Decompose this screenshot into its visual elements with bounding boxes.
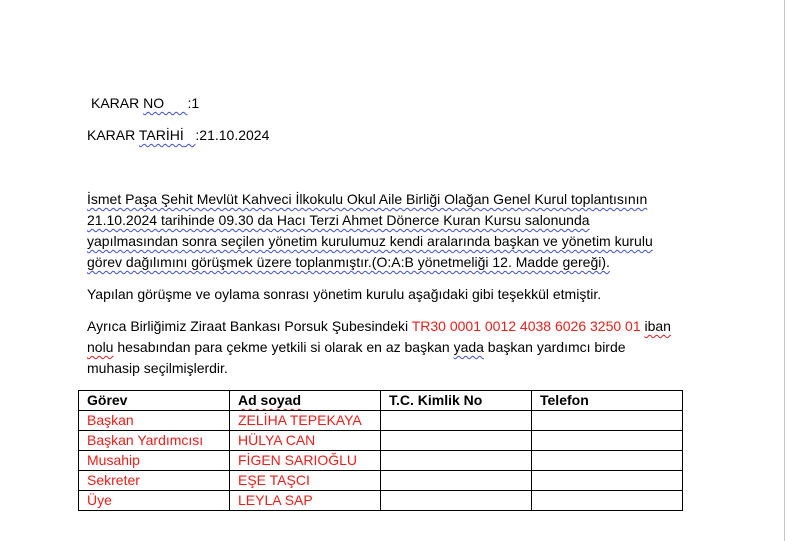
- iban-word: iban: [644, 318, 671, 334]
- bank-prefix: Ayrıca Birliğimiz Ziraat Bankası Porsuk Şubesindeki: [87, 318, 412, 334]
- bank-line-3: muhasip seçilmişlerdir.: [87, 360, 228, 376]
- tc-cell[interactable]: [381, 471, 532, 491]
- role-cell[interactable]: Musahip: [79, 451, 230, 471]
- header-role: Görev: [79, 391, 230, 411]
- name-cell[interactable]: HÜLYA CAN: [230, 431, 381, 451]
- decision-date-key: TARİHİ: [138, 127, 184, 143]
- tc-cell[interactable]: [381, 431, 532, 451]
- decision-date-line: [87, 125, 269, 145]
- intro-line-2: 21.10.2024 tarihinde 09.30 da Hacı Terzi Ahmet Dönerce Kuran Kursu salonunda: [87, 212, 590, 228]
- role-cell[interactable]: Başkan: [79, 411, 230, 431]
- bank-line-2: nolu hesabından para çekme yetkili si olarak en az başkan yada başkan yardımcı birde: [87, 339, 626, 355]
- phone-cell[interactable]: [532, 491, 683, 511]
- name-cell[interactable]: FİGEN SARIOĞLU: [230, 451, 381, 471]
- phone-cell[interactable]: [532, 451, 683, 471]
- table-header-row: [79, 391, 683, 411]
- table-row: [79, 471, 683, 491]
- header-name: Ad soyad: [230, 391, 381, 411]
- board-members-table: [78, 390, 683, 511]
- intro-line-1: İsmet Paşa Şehit Mevlüt Kahveci İlkokulu Okul Aile Birliği Olağan Genel Kurul toplantısının: [87, 191, 648, 207]
- decision-date-label: KARAR: [87, 127, 139, 143]
- formation-paragraph: Yapılan görüşme ve oylama sonrası yönetim kurulu aşağıdaki gibi teşekkül etmiştir.: [87, 286, 602, 302]
- role-cell[interactable]: Başkan Yardımcısı: [79, 431, 230, 451]
- role-cell[interactable]: Sekreter: [79, 471, 230, 491]
- phone-cell[interactable]: [532, 411, 683, 431]
- iban-number: TR30 0001 0012 4038 6026 3250 01: [411, 318, 641, 334]
- table-row: [79, 411, 683, 431]
- table-row: [79, 491, 683, 511]
- yada-word: yada: [453, 339, 484, 355]
- phone-cell[interactable]: [532, 471, 683, 491]
- decision-number-value: :1: [187, 95, 200, 111]
- decision-date-value: :21.10.2024: [195, 127, 270, 143]
- decision-number-label: KARAR: [91, 95, 144, 111]
- tc-cell[interactable]: [381, 451, 532, 471]
- name-cell[interactable]: LEYLA SAP: [230, 491, 381, 511]
- nolu-word: nolu: [87, 339, 114, 355]
- role-cell[interactable]: Üye: [79, 491, 230, 511]
- table-row: [79, 431, 683, 451]
- name-cell[interactable]: EŞE TAŞCI: [230, 471, 381, 491]
- table-row: [79, 451, 683, 471]
- decision-number-line: [91, 93, 199, 113]
- header-tc-id: T.C. Kimlik No: [381, 391, 532, 411]
- tc-cell[interactable]: [381, 491, 532, 511]
- header-phone: Telefon: [532, 391, 683, 411]
- intro-line-4: görev dağılımını görüşmek üzere toplanmıştır.(O:A:B yönetmeliği 12. Madde gereği).: [87, 254, 610, 270]
- tc-cell[interactable]: [381, 411, 532, 431]
- name-cell[interactable]: ZELİHA TEPEKAYA: [230, 411, 381, 431]
- decision-number-key: NO: [143, 95, 165, 111]
- bank-line-1: [87, 316, 671, 336]
- intro-line-3: yapılmasından sonra seçilen yönetim kurulumuz kendi aralarında başkan ve yönetim kurulu: [87, 233, 653, 249]
- phone-cell[interactable]: [532, 431, 683, 451]
